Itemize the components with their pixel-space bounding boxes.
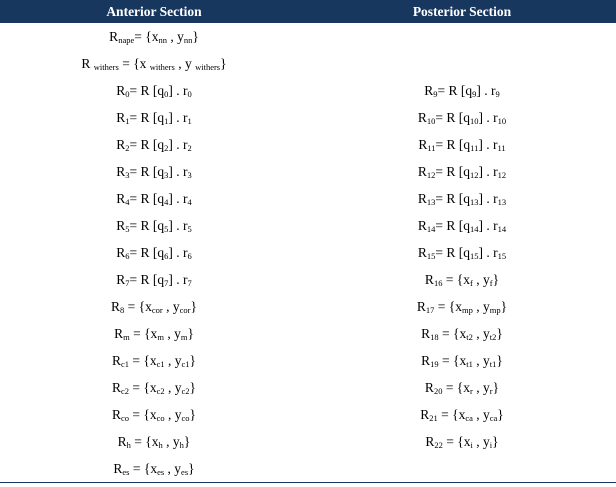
equation-lhs-subscript: 0 <box>125 88 130 99</box>
equation-lhs-subscript: 11 <box>427 142 436 153</box>
equation-lhs-subscript: 5 <box>125 223 130 234</box>
equation-lhs-subscript: 7 <box>125 277 130 288</box>
equation-lhs-subscript: 1 <box>125 115 130 126</box>
posterior-equation-cell <box>308 374 616 401</box>
equation-lhs-subscript: 14 <box>426 223 436 234</box>
equation-rhs-middle: ] . r <box>476 82 496 98</box>
equation-rhs-subscript-2: 11 <box>497 142 506 153</box>
equation-rhs-subscript-2: 4 <box>187 196 192 207</box>
equation-rhs-subscript-1: 7 <box>164 277 169 288</box>
equation-rhs-subscript-1: 9 <box>472 88 477 99</box>
equation-rhs-open: = {x <box>129 325 158 341</box>
equation-rhs-subscript-2: cor <box>179 304 191 315</box>
equation-lhs-symbol: R <box>418 136 428 152</box>
equation-rhs-subscript-1: 1 <box>164 115 169 126</box>
table-row <box>0 50 616 77</box>
equation-rhs-subscript-1: nn <box>158 34 167 45</box>
equation-rhs-open: = {x <box>134 28 159 44</box>
equation-rhs-subscript-2: 15 <box>497 250 507 261</box>
equation-rhs-middle: ] . r <box>478 163 498 179</box>
posterior-equation-cell <box>308 77 616 104</box>
equation-lhs-symbol: R <box>425 433 435 449</box>
anterior-equation-cell <box>0 455 308 482</box>
equation-lhs-subscript: 20 <box>433 385 443 396</box>
equation-lhs-subscript: 3 <box>125 169 130 180</box>
equation-rhs-subscript-1: t2 <box>466 331 473 342</box>
equation-lhs-subscript: 8 <box>120 304 125 315</box>
equation-lhs-symbol: R <box>417 109 427 125</box>
equation-lhs-symbol: R <box>116 190 126 206</box>
equation-lhs-subscript: es <box>122 466 130 477</box>
equation-rhs-subscript-1: co <box>156 412 165 423</box>
equation-lhs-symbol: R <box>116 217 126 233</box>
equation-lhs-symbol: R <box>116 163 126 179</box>
posterior-equation-cell <box>308 23 616 50</box>
equation-rhs-subscript-2: t1 <box>489 358 497 369</box>
anterior-equation-cell <box>0 23 308 50</box>
equation-rhs-close: } <box>189 379 197 395</box>
equation-rhs-subscript-1: 6 <box>164 250 169 261</box>
equation-rhs-close: } <box>500 298 508 314</box>
anterior-equation-cell <box>0 77 308 104</box>
equation-rhs-middle: , y <box>162 433 180 449</box>
equation-rhs-middle: ] . r <box>478 190 498 206</box>
table-row <box>0 347 616 374</box>
equation-rhs-open: = {x <box>130 433 159 449</box>
equation-rhs-middle: , y <box>164 352 182 368</box>
equation-rhs-subscript-1: m <box>157 331 164 342</box>
equation-rhs-subscript-1: mp <box>462 304 473 315</box>
anterior-equation-cell <box>0 104 308 131</box>
equation-rhs-subscript-1: 13 <box>470 196 479 207</box>
anterior-equation-cell <box>0 401 308 428</box>
equation-lhs-subscript: 2 <box>125 142 130 153</box>
equation-rhs-close: } <box>497 406 504 422</box>
posterior-equation-cell <box>308 455 616 482</box>
equation-rhs-open: = {x <box>129 406 157 422</box>
equation-rhs-middle: , y <box>472 379 490 395</box>
equation-rhs-subscript-2: nn <box>183 34 193 45</box>
equation-rhs-subscript-2: 9 <box>495 88 500 99</box>
equation-rhs-middle: , y <box>472 352 490 368</box>
table-header <box>0 0 616 23</box>
equation-lhs-symbol: R <box>416 298 426 314</box>
equation-rhs-subscript-2: m <box>180 331 188 342</box>
table-bottom-rule <box>0 482 616 483</box>
equation-rhs-subscript-2: r <box>489 385 493 396</box>
equation-rhs-middle: ] . r <box>168 271 188 287</box>
equation-lhs-symbol: R <box>116 271 126 287</box>
equation-rhs-close: } <box>183 433 191 449</box>
posterior-equation-cell <box>308 320 616 347</box>
equation-rhs-open: = {x <box>434 298 462 314</box>
equation-rhs-open: = R [q <box>129 136 165 152</box>
equation-lhs-subscript: withers <box>93 61 119 72</box>
equation-rhs-subscript-1: 11 <box>470 142 479 153</box>
equation-rhs-subscript-2: 13 <box>497 196 507 207</box>
equation-lhs-symbol: R <box>116 109 126 125</box>
anterior-equation-cell <box>0 347 308 374</box>
equation-rhs-open: = R [q <box>435 109 470 125</box>
equation-rhs-open: = {x <box>442 433 471 449</box>
equation-rhs-subscript-2: 6 <box>187 250 192 261</box>
equation-rhs-middle: ] . r <box>168 217 188 233</box>
table-row <box>0 212 616 239</box>
equation-rhs-close: } <box>187 325 194 341</box>
equation-lhs-symbol: R <box>109 28 119 44</box>
table-row <box>0 158 616 185</box>
equation-rhs-subscript-2: mp <box>489 304 501 315</box>
equation-rhs-open: = {x <box>437 406 466 422</box>
posterior-equation-cell <box>308 131 616 158</box>
table-row <box>0 185 616 212</box>
equation-rhs-close: } <box>492 433 499 449</box>
equation-rhs-subscript-1: c1 <box>156 358 165 369</box>
equation-lhs-symbol: R <box>116 136 126 152</box>
equation-rhs-subscript-2: es <box>181 466 189 477</box>
posterior-equation-cell <box>308 293 616 320</box>
table-row <box>0 455 616 482</box>
equation-rhs-subscript-2: 3 <box>187 169 192 180</box>
equation-rhs-middle: ] . r <box>168 109 188 125</box>
equation-lhs-symbol: R <box>111 352 121 368</box>
anterior-equation-cell <box>0 158 308 185</box>
posterior-equation-cell <box>308 104 616 131</box>
equation-rhs-subscript-1: 3 <box>164 169 169 180</box>
equation-rhs-middle: ] . r <box>478 136 498 152</box>
table-row <box>0 239 616 266</box>
table-row <box>0 401 616 428</box>
equation-lhs-symbol: R <box>421 325 431 341</box>
equation-rhs-middle: ] . r <box>168 163 188 179</box>
equation-lhs-symbol: R <box>111 379 121 395</box>
equation-lhs-subscript: c2 <box>120 385 130 396</box>
equation-rhs-close: } <box>188 460 195 476</box>
equation-rhs-open: = {x <box>442 271 471 287</box>
equation-rhs-subscript-1: es <box>157 466 165 477</box>
equation-lhs-symbol: R <box>421 352 431 368</box>
equation-rhs-subscript-2: 10 <box>497 115 507 126</box>
equation-rhs-subscript-1: i <box>470 439 473 450</box>
anterior-equation-cell <box>0 428 308 455</box>
equation-rhs-open: = {x <box>129 352 157 368</box>
equation-rhs-middle: ] . r <box>478 217 498 233</box>
equation-lhs-subscript: m <box>123 331 130 342</box>
equation-rhs-subscript-1: r <box>470 385 473 396</box>
equation-rhs-subscript-2: c2 <box>181 385 190 396</box>
equation-lhs-subscript: nape <box>118 34 135 45</box>
equation-rhs-open: = {x <box>438 352 467 368</box>
equation-rhs-open: = R [q <box>437 82 473 98</box>
equation-lhs-subscript: 9 <box>433 88 438 99</box>
equation-rhs-middle: ] . r <box>168 136 188 152</box>
equation-rhs-middle: , y <box>472 325 490 341</box>
equation-rhs-subscript-2: c1 <box>181 358 190 369</box>
equation-lhs-symbol: R <box>417 217 427 233</box>
table-body <box>0 23 616 482</box>
equation-rhs-close: } <box>192 28 199 44</box>
equation-rhs-close: } <box>189 352 197 368</box>
equation-rhs-middle: , y <box>174 55 196 71</box>
equation-rhs-subscript-1: 5 <box>164 223 169 234</box>
equation-rhs-middle: , y <box>472 406 490 422</box>
equation-rhs-middle: , y <box>166 28 184 44</box>
equation-rhs-subscript-1: f <box>470 277 473 288</box>
equation-rhs-open: = {x <box>129 379 157 395</box>
equation-rhs-middle: , y <box>472 433 490 449</box>
header-row <box>0 0 616 23</box>
equation-rhs-middle: ] . r <box>168 82 188 98</box>
anterior-equation-cell <box>0 239 308 266</box>
equation-rhs-subscript-2: withers <box>195 61 221 72</box>
header-anterior-section: Anterior Section <box>0 0 308 23</box>
equation-lhs-subscript: 21 <box>429 412 438 423</box>
equation-rhs-middle: , y <box>163 325 181 341</box>
anterior-equation-cell <box>0 320 308 347</box>
anterior-equation-cell <box>0 374 308 401</box>
equation-rhs-open: = R [q <box>129 109 165 125</box>
table-row <box>0 104 616 131</box>
equation-rhs-close: } <box>189 406 197 422</box>
equation-rhs-open: = R [q <box>129 271 165 287</box>
equation-rhs-subscript-1: cor <box>151 304 163 315</box>
equation-lhs-subscript: 15 <box>426 250 436 261</box>
equation-rhs-open: = R [q <box>129 217 165 233</box>
posterior-equation-cell <box>308 50 616 77</box>
equation-rhs-close: } <box>220 55 227 71</box>
equation-rhs-middle: , y <box>164 406 182 422</box>
equation-rhs-middle: , y <box>472 298 490 314</box>
equation-lhs-symbol: R <box>117 433 127 449</box>
equation-rhs-middle: , y <box>164 379 182 395</box>
equation-rhs-subscript-2: co <box>181 412 190 423</box>
table-row <box>0 320 616 347</box>
posterior-equation-cell <box>308 239 616 266</box>
equation-lhs-subscript: 18 <box>430 331 439 342</box>
posterior-equation-cell <box>308 347 616 374</box>
equation-rhs-open: = {x <box>124 298 152 314</box>
equation-rhs-subscript-1: 15 <box>470 250 479 261</box>
equation-rhs-subscript-1: 10 <box>470 115 479 126</box>
equation-rhs-subscript-1: t1 <box>466 358 473 369</box>
anterior-equation-cell <box>0 50 308 77</box>
equation-rhs-middle: ] . r <box>478 109 498 125</box>
equation-rhs-open: = R [q <box>129 244 165 260</box>
equation-lhs-symbol: R <box>424 271 434 287</box>
equation-rhs-middle: ] . r <box>168 244 188 260</box>
equation-rhs-open: = R [q <box>435 244 470 260</box>
equation-lhs-symbol: R <box>417 163 427 179</box>
equation-lhs-subscript: co <box>120 412 130 423</box>
table-row <box>0 77 616 104</box>
equation-lhs-symbol: R <box>111 298 121 314</box>
equation-lhs-symbol: R <box>417 244 427 260</box>
equation-rhs-subscript-2: 14 <box>497 223 507 234</box>
equation-rhs-subscript-1: 2 <box>164 142 169 153</box>
equation-rhs-subscript-2: 12 <box>497 169 507 180</box>
equation-rhs-close: } <box>496 352 503 368</box>
table-row <box>0 23 616 50</box>
equation-rhs-open: = R [q <box>435 217 470 233</box>
equation-rhs-subscript-2: ca <box>489 412 498 423</box>
equation-rhs-subscript-1: 12 <box>470 169 479 180</box>
equation-rhs-open: = R [q <box>129 82 165 98</box>
equation-rhs-subscript-1: 14 <box>470 223 479 234</box>
equation-rhs-middle: , y <box>162 298 180 314</box>
equation-rhs-open: = R [q <box>435 163 470 179</box>
table-row <box>0 428 616 455</box>
equation-lhs-subscript: 22 <box>434 439 443 450</box>
equation-rhs-subscript-2: 1 <box>187 115 192 126</box>
equation-lhs-symbol: R <box>420 406 430 422</box>
equation-rhs-middle: , y <box>164 460 182 476</box>
equation-rhs-close: } <box>496 325 503 341</box>
equation-rhs-subscript-2: 2 <box>187 142 192 153</box>
equation-rhs-middle: ] . r <box>478 244 498 260</box>
equation-rhs-open: = R [q <box>129 163 165 179</box>
equation-rhs-open: = R [q <box>435 136 471 152</box>
posterior-equation-cell <box>308 212 616 239</box>
equation-rhs-subscript-2: h <box>179 439 184 450</box>
table-row <box>0 131 616 158</box>
equation-rhs-subscript-1: c2 <box>156 385 165 396</box>
table-row <box>0 266 616 293</box>
equation-rhs-subscript-2: f <box>489 277 493 288</box>
posterior-equation-cell <box>308 401 616 428</box>
equation-rhs-middle: , y <box>472 271 490 287</box>
equation-rhs-open: = {x <box>118 55 150 71</box>
equation-lhs-symbol: R <box>116 82 126 98</box>
equation-lhs-subscript: c1 <box>120 358 130 369</box>
equation-lhs-symbol: R <box>116 244 126 260</box>
equation-lhs-subscript: 17 <box>425 304 435 315</box>
header-posterior-section: Posterior Section <box>308 0 616 23</box>
equation-lhs-subscript: 12 <box>426 169 436 180</box>
equation-lhs-symbol: R <box>417 190 427 206</box>
equation-lhs-symbol: R <box>81 55 94 71</box>
equation-rhs-open: = {x <box>438 325 467 341</box>
equation-rhs-middle: ] . r <box>168 190 188 206</box>
equation-lhs-symbol: R <box>424 379 434 395</box>
equation-rhs-subscript-1: withers <box>149 61 175 72</box>
posterior-equation-cell <box>308 428 616 455</box>
anterior-equation-cell <box>0 131 308 158</box>
anterior-equation-cell <box>0 266 308 293</box>
equation-rhs-subscript-1: h <box>158 439 163 450</box>
equation-rhs-open: = {x <box>442 379 471 395</box>
equation-rhs-subscript-2: 5 <box>187 223 192 234</box>
equation-rhs-close: } <box>190 298 197 314</box>
equation-lhs-subscript: 10 <box>426 115 436 126</box>
equation-rhs-subscript-1: 4 <box>164 196 169 207</box>
posterior-equation-cell <box>308 158 616 185</box>
posterior-equation-cell <box>308 266 616 293</box>
equation-lhs-subscript: 16 <box>433 277 443 288</box>
equation-lhs-symbol: R <box>424 82 434 98</box>
equation-rhs-subscript-1: 0 <box>164 88 169 99</box>
anterior-equation-cell <box>0 293 308 320</box>
equation-rhs-close: } <box>492 379 500 395</box>
equation-rhs-subscript-1: ca <box>465 412 473 423</box>
table-row <box>0 293 616 320</box>
equation-rhs-open: = {x <box>129 460 158 476</box>
equation-lhs-subscript: 19 <box>430 358 439 369</box>
anterior-equation-cell <box>0 212 308 239</box>
equation-rhs-open: = R [q <box>129 190 165 206</box>
anterior-equation-cell <box>0 185 308 212</box>
equation-rhs-subscript-2: 0 <box>187 88 192 99</box>
equation-lhs-subscript: h <box>126 439 131 450</box>
equation-lhs-symbol: R <box>111 406 121 422</box>
equation-lhs-subscript: 4 <box>125 196 130 207</box>
equation-lhs-subscript: 13 <box>426 196 436 207</box>
equation-rhs-open: = R [q <box>435 190 470 206</box>
equation-rhs-close: } <box>492 271 500 287</box>
equation-rhs-subscript-2: t2 <box>489 331 497 342</box>
equation-lhs-symbol: R <box>113 460 123 476</box>
equation-lhs-symbol: R <box>114 325 124 341</box>
posterior-equation-cell <box>308 185 616 212</box>
equation-rhs-subscript-2: 7 <box>187 277 192 288</box>
equation-lhs-subscript: 6 <box>125 250 130 261</box>
table-row <box>0 374 616 401</box>
equation-rhs-subscript-2: i <box>489 439 493 450</box>
